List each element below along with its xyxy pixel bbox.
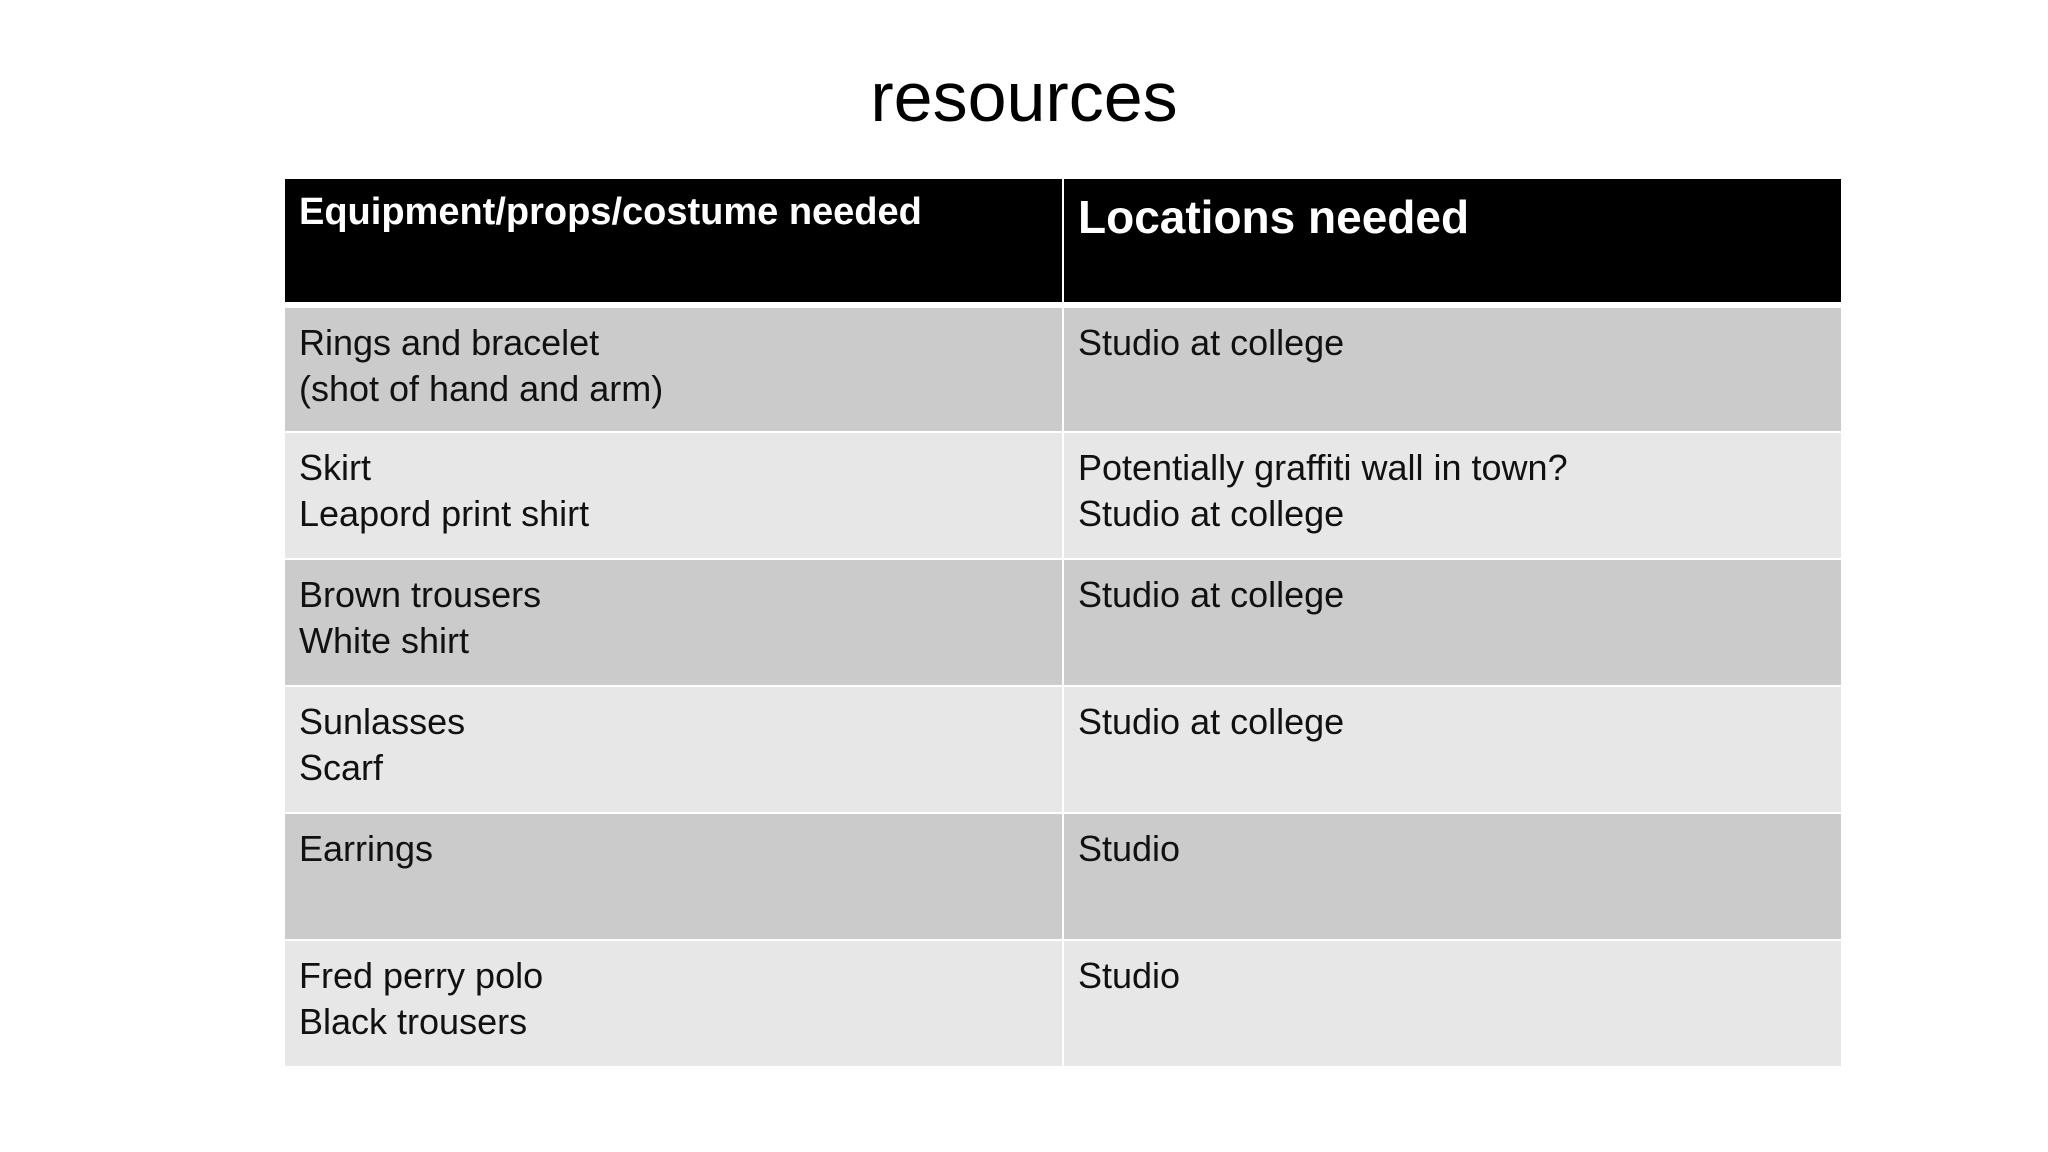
slide-title: resources	[870, 58, 1178, 136]
location-line: Studio at college	[1078, 701, 1345, 742]
equipment-line: Brown trousers	[299, 574, 542, 615]
equipment-cell	[284, 813, 1063, 940]
table-header-row	[284, 178, 1842, 305]
equipment-line: Rings and bracelet	[299, 322, 600, 363]
location-line: Studio at college	[1078, 574, 1345, 615]
location-cell	[1063, 940, 1842, 1067]
equipment-line: Scarf	[299, 747, 384, 788]
equipment-cell	[284, 559, 1063, 686]
location-cell	[1063, 305, 1842, 432]
location-cell	[1063, 559, 1842, 686]
equipment-line: Skirt	[299, 447, 371, 488]
location-line: Studio at college	[1078, 322, 1345, 363]
equipment-line: Fred perry polo	[299, 955, 544, 996]
table-row	[284, 432, 1842, 559]
equipment-line: Black trousers	[299, 1001, 528, 1042]
table-row	[284, 305, 1842, 432]
table-row	[284, 559, 1842, 686]
location-line: Studio	[1078, 955, 1181, 996]
table-row	[284, 813, 1842, 940]
header-equipment: Equipment/props/costume needed	[284, 178, 1063, 305]
equipment-line: Earrings	[299, 828, 434, 869]
header-locations: Locations needed	[1063, 178, 1842, 305]
equipment-line: White shirt	[299, 620, 470, 661]
resources-table	[283, 177, 1843, 1068]
table-row	[284, 940, 1842, 1067]
location-cell	[1063, 686, 1842, 813]
equipment-cell	[284, 686, 1063, 813]
location-cell	[1063, 432, 1842, 559]
location-line: Studio	[1078, 828, 1181, 869]
location-cell	[1063, 813, 1842, 940]
equipment-line: Leapord print shirt	[299, 493, 590, 534]
equipment-line: Sunlasses	[299, 701, 466, 742]
location-line: Potentially graffiti wall in town?	[1078, 447, 1568, 488]
table-row	[284, 686, 1842, 813]
equipment-line: (shot of hand and arm)	[299, 368, 664, 409]
equipment-cell	[284, 432, 1063, 559]
equipment-cell	[284, 305, 1063, 432]
location-line: Studio at college	[1078, 493, 1345, 534]
equipment-cell	[284, 940, 1063, 1067]
